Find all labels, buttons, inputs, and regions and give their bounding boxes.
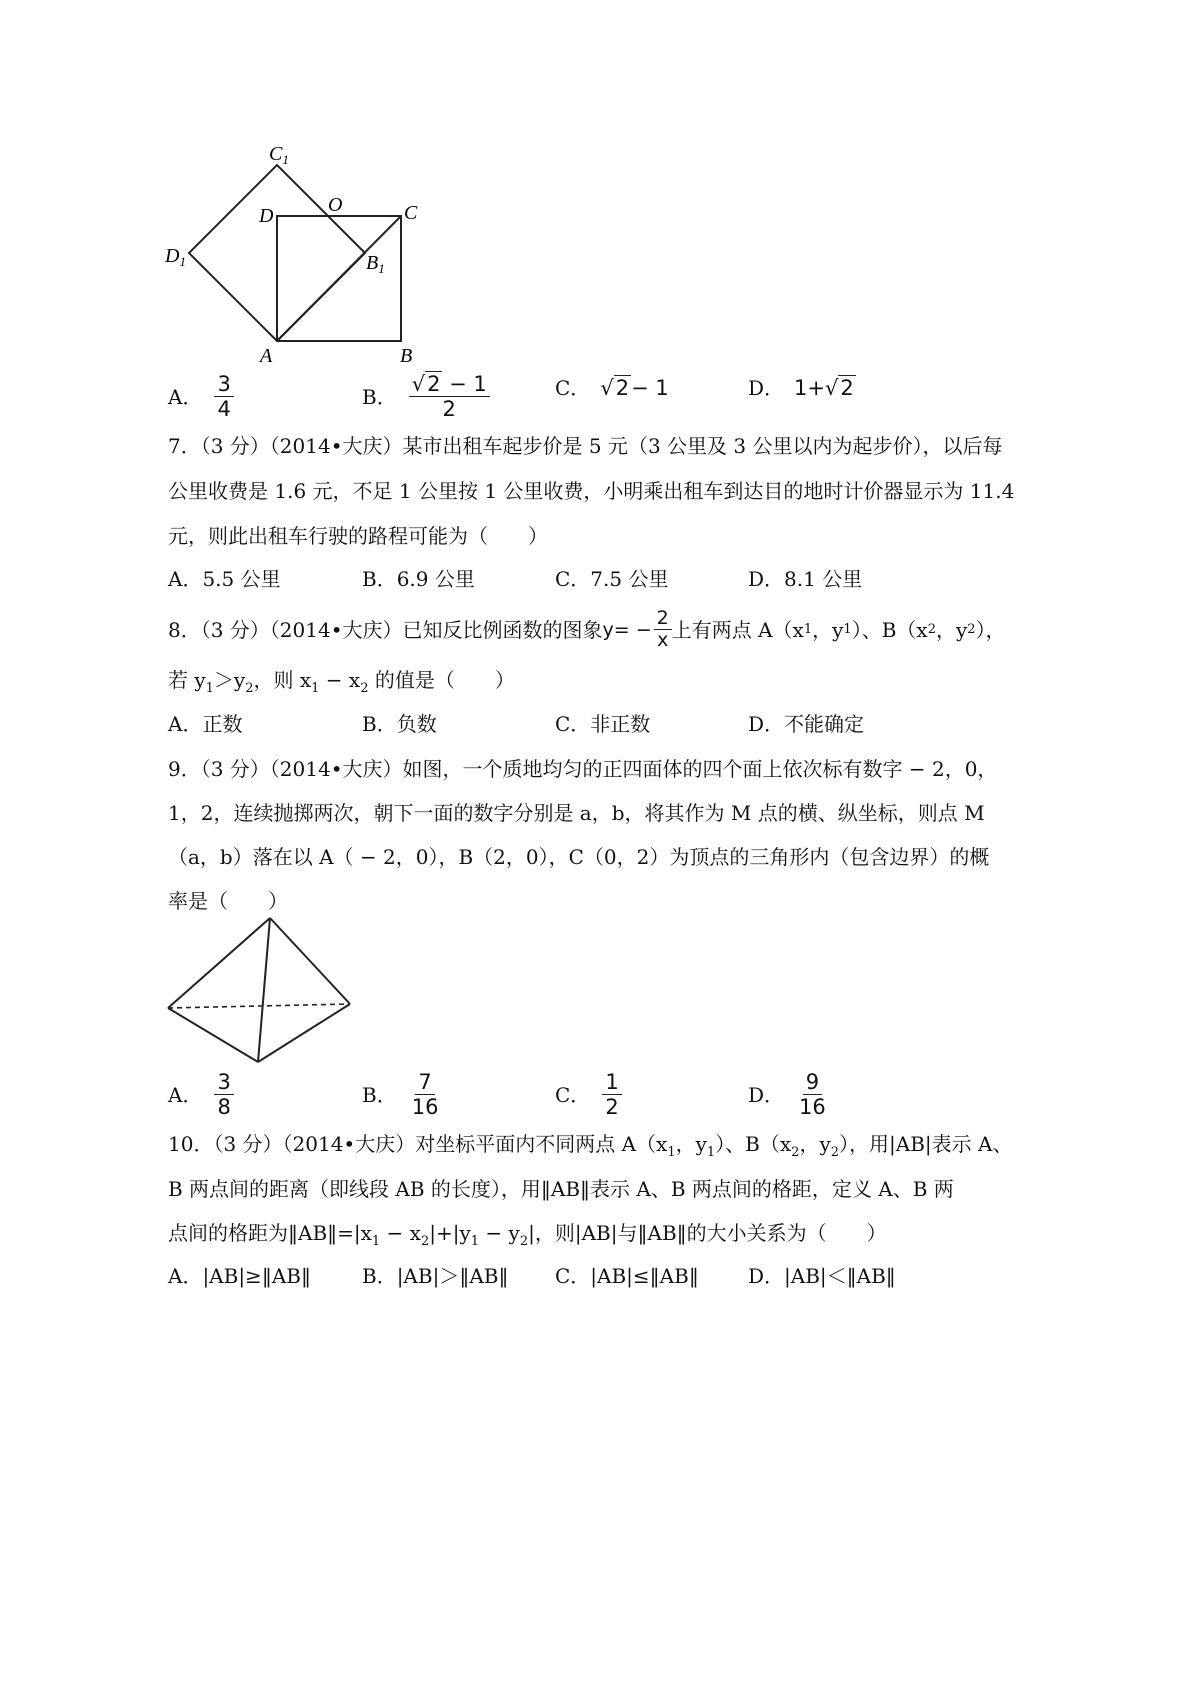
q7-option-d: D．8.1 公里 [748, 567, 863, 591]
label-d: D [259, 205, 274, 227]
label-d1: D [165, 245, 180, 267]
label-b1: B [366, 252, 379, 274]
q9-line-3: （a，b）落在以 A（ − 2，0），B（2，0），C（0，2）为顶点的三角形内（包含边界）的概 [168, 845, 990, 869]
function-fraction: $\frac{2}{x}$ [654, 608, 672, 651]
q10-line-1: 10．（3 分）（2014•大庆）对坐标平面内不同两点 $A(x_1$，$y_1$）、$B(x_2$，$y_2$），用|AB|表示 A、 [168, 1132, 1013, 1160]
square-rotation-figure [160, 140, 480, 380]
fraction: $\frac{9}{16}$ [799, 1070, 826, 1119]
q9-option-a: A． $\frac{3}{8}$ [168, 1070, 234, 1119]
q6-option-d: D． 1+ √2 [748, 376, 854, 400]
q8-line-1: 8．（3 分）（2014•大庆）已知反比例函数的图象 y= − $\frac{2}{x}$ 上有两点 A（x 1 ，y 1 ）、B（x 2 ，y 2 ）， [168, 607, 1006, 651]
tetrahedron-figure [160, 912, 360, 1072]
q10-line-3: 点间的格距为$‖AB‖=|x_1 - x_2|+|y_1 - y_2|$，则|AB|与‖AB‖的大小关系为（ ） [168, 1221, 887, 1249]
q10-option-b: B．|AB|＞‖AB‖ [362, 1264, 509, 1288]
q10-option-c: C．|AB|≤‖AB‖ [555, 1264, 699, 1288]
label-c: C [404, 202, 418, 224]
q10-option-a: A．|AB|≥‖AB‖ [168, 1264, 311, 1288]
q7-option-a: A．5.5 公里 [168, 567, 281, 591]
q9-line-4: 率是（ ） [168, 889, 288, 913]
q7-line-1: 7．（3 分）（2014•大庆）某市出租车起步价是 5 元（3 公里及 3 公里以内为起步价），以后每 [168, 434, 1003, 458]
fraction: $\frac{3}{4}$ [214, 372, 233, 421]
svg-text:B1: $B_1$ [366, 252, 385, 276]
q8-line-2: 若 $y_1>y_2$，则 $x_1 - x_2$ 的值是（ ） [168, 668, 515, 696]
q8-option-a: A．正数 [168, 712, 243, 736]
fraction: $\frac{√2 - 1}{2}$ [409, 372, 490, 421]
q6-option-a: A． $\frac{3}{4}$ [168, 372, 234, 421]
q10-line-2: B 两点间的距离（即线段 AB 的长度），用‖AB‖表示 A、B 两点间的格距，定义 A、B 两 [168, 1177, 954, 1201]
label-c1: C [269, 143, 283, 165]
label-o: O [328, 194, 343, 216]
q7-line-3: 元，则此出租车行驶的路程可能为（ ） [168, 524, 548, 548]
svg-text:C1: $C_1$ [269, 143, 289, 167]
q9-option-d: D． $\frac{9}{16}$ [748, 1070, 829, 1119]
q6-option-b: B． $\frac{√2 - 1}{2}$ [362, 372, 490, 421]
q9-line-1: 9．（3 分）（2014•大庆）如图，一个质地均匀的正四面体的四个面上依次标有数字 − 2，0， [168, 757, 998, 781]
label-b: B [400, 345, 413, 367]
svg-text:D1: $D_1$ [165, 245, 186, 269]
q10-option-d: D．|AB|＜‖AB‖ [748, 1264, 896, 1288]
q7-option-b: B．6.9 公里 [362, 567, 475, 591]
fraction: $\frac{3}{8}$ [214, 1070, 233, 1119]
q6-option-c: C． √2 − 1 [555, 376, 669, 400]
diagonal-ac [277, 216, 401, 341]
q8-option-b: B．负数 [362, 712, 437, 736]
q9-option-c: C． $\frac{1}{2}$ [555, 1070, 622, 1119]
q9-option-b: B． $\frac{7}{16}$ [362, 1070, 441, 1119]
fraction: $\frac{1}{2}$ [602, 1070, 621, 1119]
q7-option-c: C．7.5 公里 [555, 567, 669, 591]
q8-option-c: C．非正数 [555, 712, 651, 736]
q8-option-d: D．不能确定 [748, 712, 865, 736]
q7-line-2: 公里收费是 1.6 元，不足 1 公里按 1 公里收费，小明乘出租车到达目的地时计价器显示为 11.4 [168, 479, 1015, 503]
label-a: A [260, 345, 273, 367]
q9-line-2: 1，2，连续抛掷两次，朝下一面的数字分别是 a，b，将其作为 M 点的横、纵坐标，则点 M [168, 801, 985, 825]
fraction: $\frac{7}{16}$ [411, 1070, 439, 1119]
